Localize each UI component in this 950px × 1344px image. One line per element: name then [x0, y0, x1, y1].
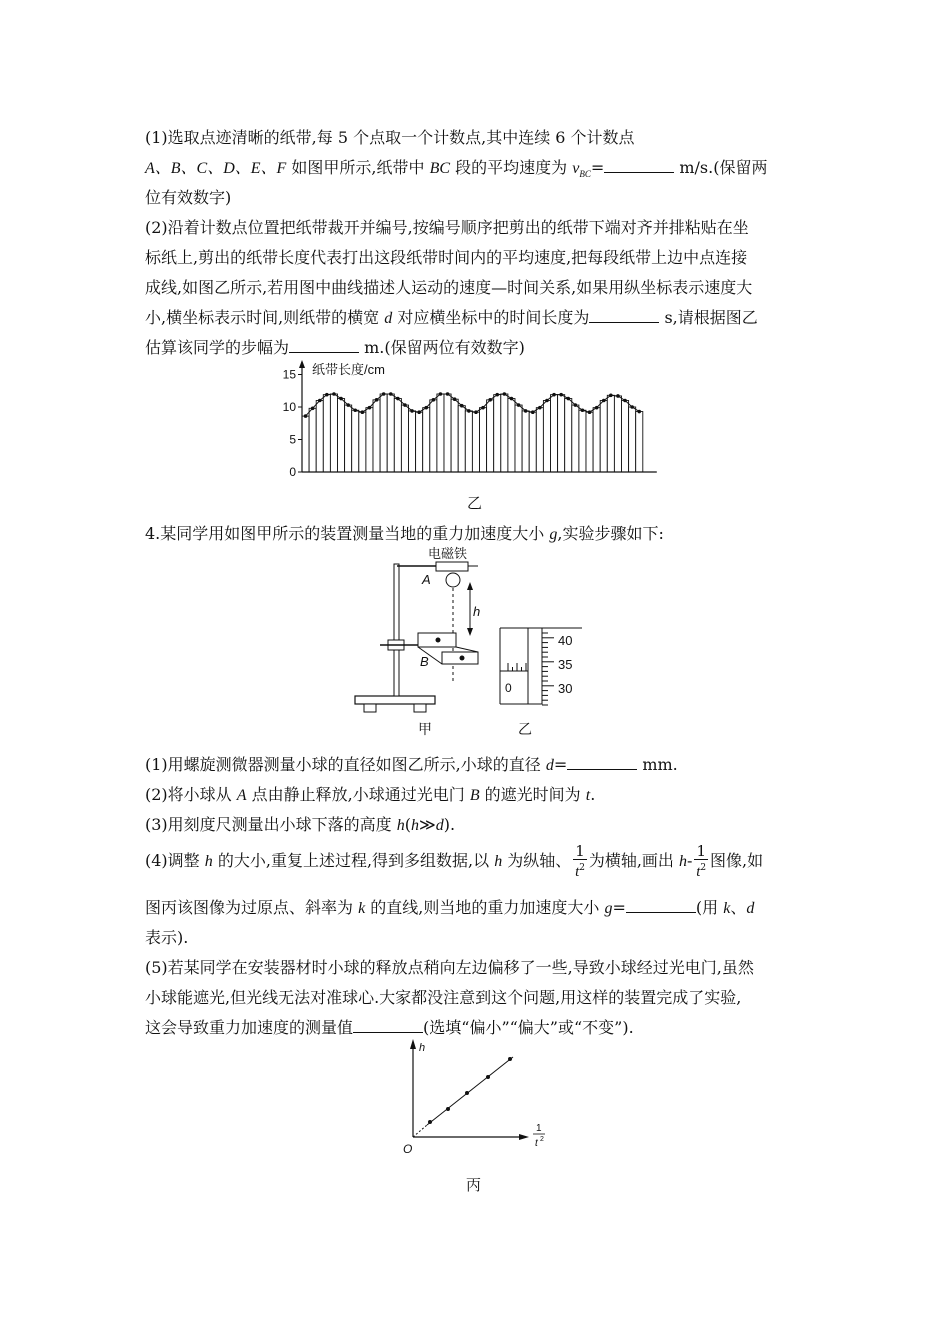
tape-midpoint — [531, 410, 535, 414]
tape-midpoint — [410, 409, 414, 413]
tape-midpoint — [623, 399, 627, 403]
q3-p2-line4: 小,横坐标表示时间,则纸带的横宽 d 对应横坐标中的时间长度为 s,请根据图乙 — [145, 308, 758, 327]
q4-step4-line3: 表示). — [145, 928, 189, 947]
stand-base — [355, 696, 435, 704]
tape-bar — [593, 408, 600, 472]
tape-bar — [330, 394, 337, 472]
tape-bar — [472, 412, 479, 472]
tape-midpoint — [545, 399, 549, 403]
stand-pole — [394, 564, 399, 696]
tape-midpoint — [524, 409, 528, 413]
tape-midpoint — [325, 393, 329, 397]
tape-bar — [345, 405, 352, 472]
q3-p2-line3: 成线,如图乙所示,若用图中曲线描述人运动的速度—时间关系,如果用纵坐标表示速度大 — [145, 278, 753, 297]
tape-midpoint — [403, 403, 407, 407]
tape-midpoint — [389, 392, 393, 396]
tape-bar — [494, 395, 501, 472]
tape-bar — [529, 412, 536, 472]
answer-blank-time[interactable] — [589, 308, 659, 323]
tape-midpoint — [332, 392, 336, 396]
q3-p2-line1: (2)沿着计数点位置把纸带裁开并编号,按编号顺序把剪出的纸带下端对齐并排粘贴在坐 — [145, 218, 749, 237]
tape-midpoint — [595, 406, 599, 410]
q3-p2-line2: 标纸上,剪出的纸带长度代表打出这段纸带时间内的平均速度,把每段纸带上边中点连接 — [145, 248, 748, 267]
q3-p1-line1: (1)选取点迹清晰的纸带,每 5 个点取一个计数点,其中连续 6 个计数点 — [145, 128, 635, 147]
tape-midpoint — [318, 399, 322, 403]
tape-midpoint — [609, 394, 613, 398]
tape-midpoint — [588, 410, 592, 414]
tape-bar — [629, 407, 636, 472]
tape-midpoint — [361, 410, 365, 414]
tape-midpoint — [574, 403, 578, 407]
electromagnet — [436, 562, 468, 571]
tape-midpoint — [566, 397, 570, 401]
tape-midpoint — [353, 408, 357, 412]
tape-bar — [522, 411, 529, 472]
tape-midpoint — [424, 406, 428, 410]
tape-midpoint — [481, 406, 485, 410]
tape-bar — [451, 399, 458, 472]
q3-p1-line3: 位有效数字) — [145, 188, 232, 207]
tape-bar — [558, 395, 565, 472]
tape-bar — [352, 410, 359, 472]
fit-line — [427, 1057, 513, 1125]
fraction-1-over-t2-b: $\frac{1}{t^2}$ — [696, 842, 707, 880]
tape-midpoint — [602, 399, 606, 403]
tape-bar — [579, 410, 586, 472]
tape-bar — [614, 396, 621, 472]
tape-midpoint — [304, 414, 308, 418]
tape-midpoint — [559, 393, 563, 397]
answer-blank-g[interactable] — [626, 898, 696, 913]
tape-bar — [607, 395, 614, 472]
tape-bar — [373, 400, 380, 472]
tape-midpoint — [637, 410, 641, 414]
tape-bar — [387, 394, 394, 472]
tape-bar — [309, 408, 316, 472]
answer-blank-diameter[interactable] — [567, 755, 637, 770]
caption-yi2: 乙 — [518, 721, 532, 737]
tape-bar — [394, 399, 401, 472]
answer-blank-vbc[interactable] — [604, 158, 674, 173]
tape-bar — [458, 406, 465, 472]
tape-midpoint — [382, 392, 386, 396]
tape-bar — [508, 399, 515, 472]
tape-midpoint — [311, 407, 315, 411]
tape-bar — [359, 412, 366, 472]
q4-step1: (1)用螺旋测微器测量小球的直径如图乙所示,小球的直径 d= mm. — [145, 755, 678, 774]
tape-midpoint — [339, 397, 343, 401]
tape-bar — [586, 412, 593, 472]
figure-caption-yi: 乙 — [467, 494, 483, 512]
tape-bar — [416, 412, 423, 472]
ball — [446, 573, 460, 587]
tape-bar — [480, 408, 487, 472]
label-magnet: 电磁铁 — [428, 546, 468, 561]
scale-0: 0 — [505, 681, 512, 695]
tape-midpoint — [630, 405, 634, 409]
tape-bar — [600, 401, 607, 473]
scale-30: 30 — [558, 681, 573, 696]
tape-bar — [323, 395, 330, 472]
graph-xlabel-num: 1 — [536, 1123, 542, 1134]
tape-bar — [430, 400, 437, 472]
tape-bar — [409, 411, 416, 472]
tape-bar — [444, 394, 451, 472]
tape-bar — [536, 408, 543, 472]
tape-midpoint — [538, 406, 542, 410]
chart-ylabel: 纸带长度/cm — [312, 362, 385, 377]
tape-midpoint — [467, 409, 471, 413]
tape-midpoint — [375, 398, 379, 402]
tape-midpoint — [510, 397, 514, 401]
tape-midpoint — [616, 394, 620, 398]
tape-bar — [338, 399, 345, 472]
tape-bar — [501, 394, 508, 472]
tape-bar — [465, 411, 472, 472]
answer-blank-stride[interactable] — [289, 338, 359, 353]
apparatus-figure — [350, 544, 600, 740]
micrometer-thimble — [528, 628, 542, 704]
tape-bar — [487, 400, 494, 472]
tape-bar — [551, 395, 558, 472]
chart-ytick-label: 5 — [289, 432, 296, 447]
tape-bar — [543, 401, 550, 473]
tape-midpoint — [503, 392, 507, 396]
label-h: h — [473, 604, 481, 619]
chart-ytick-label: 10 — [282, 400, 296, 414]
h-vs-inv-t2-graph — [395, 1035, 565, 1160]
tape-bar — [316, 401, 323, 473]
figure-caption-bing: 丙 — [466, 1176, 482, 1194]
chart-ytick-label: 15 — [282, 367, 296, 382]
q4-step3: (3)用刻度尺测量出小球下落的高度 h(h≫d). — [145, 815, 456, 834]
tape-midpoint — [460, 404, 464, 408]
q4-step5-line3: 这会导致重力加速度的测量值 (选填“偏小”“偏大”或“不变”). — [145, 1018, 634, 1037]
q3-p2-line5: 估算该同学的步幅为 m.(保留两位有效数字) — [145, 338, 525, 357]
tape-bar — [437, 394, 444, 472]
tape-bar — [565, 399, 572, 472]
caption-jia: 甲 — [418, 721, 432, 737]
graph-label-origin: O — [403, 1142, 413, 1156]
tape-midpoint — [346, 403, 350, 407]
q4-step5-line1: (5)若某同学在安装器材时小球的释放点稍向左边偏移了一些,导致小球经过光电门,虽然 — [145, 958, 754, 977]
chart-ytick-label: 0 — [289, 465, 296, 479]
tape-bar — [636, 412, 643, 472]
tape-midpoint — [495, 393, 499, 397]
tape-midpoint — [396, 397, 400, 401]
q4-step2: (2)将小球从 A 点由静止释放,小球通过光电门 B 的遮光时间为 t. — [145, 785, 596, 804]
q3-p1-line2: A、B、C、D、E、F 如图甲所示,纸带中 BC 段的平均速度为 $v_{BC}= m/s$.(保留两 — [145, 158, 768, 180]
tape-length-chart — [270, 360, 680, 485]
tape-midpoint — [552, 393, 556, 397]
tape-midpoint — [417, 410, 421, 414]
tape-midpoint — [581, 408, 585, 412]
tape-bar — [622, 401, 629, 473]
fraction-1-over-t2: $\frac{1}{t^2}$ — [575, 842, 586, 880]
q4-step4-line1: (4)调整 h 的大小,重复上述过程,得到多组数据,以 h 为纵轴、 $\frac{1}{t^2}$ 为横轴,画出 h- $\frac{1}{t^2}$ 图像,如 — [145, 842, 764, 880]
tape-midpoint — [517, 403, 521, 407]
tape-midpoint — [488, 398, 492, 402]
scale-40: 40 — [558, 633, 573, 648]
tape-midpoint — [368, 406, 372, 410]
label-a: A — [422, 572, 431, 587]
scale-35: 35 — [558, 657, 573, 672]
q4-step4-line2: 图丙该图像为过原点、斜率为 k 的直线,则当地的重力加速度大小 g= (用 k、d — [145, 898, 755, 917]
tape-bar — [380, 394, 387, 472]
q4-intro: 4.某同学用如图甲所示的装置测量当地的重力加速度大小 g,实验步骤如下: — [145, 524, 664, 543]
tape-bar — [572, 405, 579, 472]
tape-midpoint — [453, 397, 457, 401]
tape-midpoint — [439, 392, 443, 396]
tape-midpoint — [446, 392, 450, 396]
label-b: B — [420, 654, 429, 669]
tape-midpoint — [474, 410, 478, 414]
answer-blank-measure[interactable] — [353, 1018, 423, 1033]
graph-label-h: h — [419, 1042, 426, 1054]
tape-bar — [423, 408, 430, 472]
tape-bar — [401, 405, 408, 472]
graph-xlabel-den: t — [535, 1138, 538, 1149]
tape-bar — [515, 405, 522, 472]
tape-midpoint — [432, 398, 436, 402]
tape-bar — [302, 416, 309, 472]
q4-step5-line2: 小球能遮光,但光线无法对准球心.大家都没注意到这个问题,用这样的装置完成了实验, — [145, 988, 742, 1007]
tape-bar — [366, 408, 373, 472]
graph-xlabel-pow: 2 — [540, 1136, 544, 1143]
